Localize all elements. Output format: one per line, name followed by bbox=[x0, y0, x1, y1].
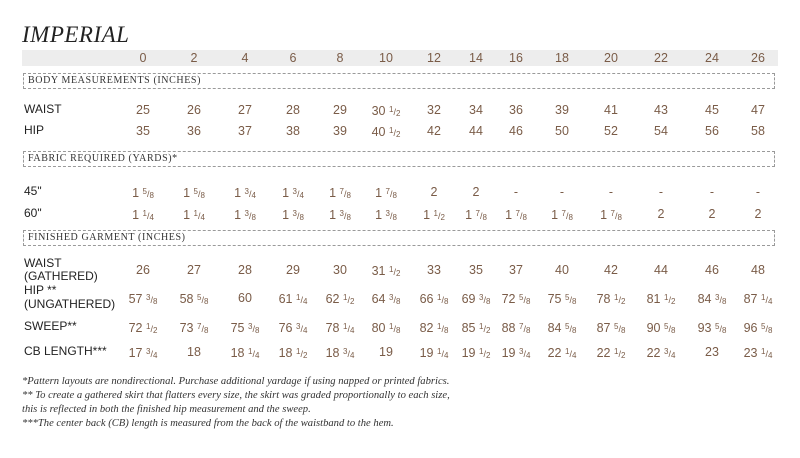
table-cell: 57 $^3/_8$ bbox=[128, 292, 158, 306]
table-cell: 29 bbox=[333, 103, 347, 117]
table-cell: 1 $^3/_8$ bbox=[282, 208, 304, 222]
table-cell: 64 $^3/_8$ bbox=[371, 292, 401, 306]
row-label: HIP bbox=[24, 123, 45, 137]
table-cell: 62 $^1/_2$ bbox=[325, 292, 355, 306]
table-cell: 52 bbox=[604, 124, 618, 138]
table-cell: 27 bbox=[238, 103, 252, 117]
table-cell: 18 $^3/_4$ bbox=[325, 346, 355, 360]
table-cell: 47 bbox=[751, 103, 765, 117]
table-cell: 40 bbox=[555, 263, 569, 277]
table-cell: 84 $^5/_8$ bbox=[547, 321, 577, 335]
table-cell: 69 $^3/_8$ bbox=[461, 292, 491, 306]
table-cell: 58 bbox=[751, 124, 765, 138]
table-cell: - bbox=[608, 185, 614, 199]
table-cell: 1 $^7/_8$ bbox=[600, 208, 622, 222]
table-cell: 25 bbox=[136, 103, 150, 117]
table-cell: 30 $^1/_2$ bbox=[371, 104, 401, 118]
table-cell: 66 $^1/_8$ bbox=[419, 292, 449, 306]
footnote-2: ** To create a gathered skirt that flatters every size, the skirt was graded proportionally to each size, bbox=[22, 390, 450, 401]
table-cell: 1 $^3/_8$ bbox=[329, 208, 351, 222]
table-cell: 84 $^3/_8$ bbox=[697, 292, 727, 306]
table-cell: 81 $^1/_2$ bbox=[646, 292, 676, 306]
table-cell: 82 $^1/_8$ bbox=[419, 321, 449, 335]
table-cell: 2 bbox=[708, 207, 716, 221]
table-cell: 39 bbox=[333, 124, 347, 138]
size-header: 20 bbox=[604, 51, 618, 65]
table-cell: 43 bbox=[654, 103, 668, 117]
footnote-1: *Pattern layouts are nondirectional. Purchase additional yardage if using napped or printed fabrics. bbox=[22, 376, 450, 387]
table-cell: 75 $^3/_8$ bbox=[230, 321, 260, 335]
table-cell: 85 $^1/_2$ bbox=[461, 321, 491, 335]
table-cell: 34 bbox=[469, 103, 483, 117]
table-cell: 19 $^1/_2$ bbox=[461, 346, 491, 360]
row-label: (GATHERED) bbox=[24, 269, 98, 283]
row-label: (UNGATHERED) bbox=[24, 297, 116, 311]
table-cell: 40 $^1/_2$ bbox=[371, 125, 401, 139]
table-cell: 80 $^1/_8$ bbox=[371, 321, 401, 335]
table-cell: 22 $^1/_4$ bbox=[547, 346, 577, 360]
row-label: CB LENGTH*** bbox=[24, 344, 107, 358]
table-cell: 23 $^1/_4$ bbox=[743, 346, 773, 360]
table-cell: 58 $^5/_8$ bbox=[179, 292, 209, 306]
table-cell: 93 $^5/_8$ bbox=[697, 321, 727, 335]
table-cell: 2 bbox=[430, 185, 438, 199]
table-cell: 50 bbox=[555, 124, 569, 138]
table-cell: 26 bbox=[136, 263, 150, 277]
table-cell: 35 bbox=[136, 124, 150, 138]
table-cell: 37 bbox=[509, 263, 523, 277]
table-cell: - bbox=[658, 185, 664, 199]
table-cell: 18 bbox=[187, 345, 201, 359]
table-cell: 19 $^1/_4$ bbox=[419, 346, 449, 360]
table-cell: 1 $^1/_2$ bbox=[423, 208, 445, 222]
row-label: 45" bbox=[24, 184, 42, 198]
table-cell: 23 bbox=[705, 345, 719, 359]
table-cell: 2 bbox=[657, 207, 665, 221]
table-cell: 39 bbox=[555, 103, 569, 117]
size-header: 18 bbox=[555, 51, 569, 65]
size-header: 4 bbox=[241, 51, 249, 65]
table-cell: 60 bbox=[238, 291, 252, 305]
table-cell: 33 bbox=[427, 263, 441, 277]
table-cell: 18 $^1/_2$ bbox=[278, 346, 308, 360]
row-label: WAIST bbox=[24, 256, 62, 270]
table-cell: 1 $^1/_4$ bbox=[183, 208, 205, 222]
table-cell: 48 bbox=[751, 263, 765, 277]
section-body-measurements: BODY MEASUREMENTS (INCHES) bbox=[23, 73, 775, 89]
table-cell: 38 bbox=[286, 124, 300, 138]
table-cell: 26 bbox=[187, 103, 201, 117]
table-cell: 28 bbox=[238, 263, 252, 277]
table-cell: 45 bbox=[705, 103, 719, 117]
table-cell: 1 $^3/_4$ bbox=[282, 186, 304, 200]
table-cell: 44 bbox=[654, 263, 668, 277]
table-cell: 1 $^3/_8$ bbox=[234, 208, 256, 222]
table-cell: 32 bbox=[427, 103, 441, 117]
table-cell: 1 $^7/_8$ bbox=[375, 186, 397, 200]
table-cell: 28 bbox=[286, 103, 300, 117]
table-cell: - bbox=[755, 185, 761, 199]
table-cell: - bbox=[513, 185, 519, 199]
table-cell: 37 bbox=[238, 124, 252, 138]
table-cell: 19 bbox=[379, 345, 393, 359]
table-cell: 87 $^1/_4$ bbox=[743, 292, 773, 306]
table-cell: 72 $^1/_2$ bbox=[128, 321, 158, 335]
table-cell: 19 $^3/_4$ bbox=[501, 346, 531, 360]
table-cell: 42 bbox=[427, 124, 441, 138]
table-cell: 36 bbox=[187, 124, 201, 138]
size-header: 24 bbox=[705, 51, 719, 65]
table-cell: 1 $^7/_8$ bbox=[551, 208, 573, 222]
table-cell: 42 bbox=[604, 263, 618, 277]
table-cell: 76 $^3/_4$ bbox=[278, 321, 308, 335]
size-header: 10 bbox=[379, 51, 393, 65]
footnote-4: ***The center back (CB) length is measured from the back of the waistband to the hem. bbox=[22, 418, 394, 429]
table-cell: 87 $^5/_8$ bbox=[596, 321, 626, 335]
size-header: 12 bbox=[427, 51, 441, 65]
section-finished-garment: FINISHED GARMENT (INCHES) bbox=[23, 230, 775, 246]
table-cell: 78 $^1/_4$ bbox=[325, 321, 355, 335]
footnote-3: this is reflected in both the finished hip measurement and the sweep. bbox=[22, 404, 311, 415]
table-cell: 78 $^1/_2$ bbox=[596, 292, 626, 306]
chart-title: IMPERIAL bbox=[22, 22, 130, 47]
table-cell: 41 bbox=[604, 103, 618, 117]
size-header: 14 bbox=[469, 51, 483, 65]
table-cell: 1 $^7/_8$ bbox=[329, 186, 351, 200]
table-cell: 36 bbox=[509, 103, 523, 117]
table-cell: 29 bbox=[286, 263, 300, 277]
table-cell: 1 $^1/_4$ bbox=[132, 208, 154, 222]
size-header: 2 bbox=[190, 51, 198, 65]
table-cell: 96 $^5/_8$ bbox=[743, 321, 773, 335]
table-cell: 35 bbox=[469, 263, 483, 277]
table-cell: 72 $^5/_8$ bbox=[501, 292, 531, 306]
row-label: SWEEP** bbox=[24, 319, 77, 333]
table-cell: 54 bbox=[654, 124, 668, 138]
size-header: 8 bbox=[336, 51, 344, 65]
row-label: WAIST bbox=[24, 102, 62, 116]
table-cell: - bbox=[709, 185, 715, 199]
table-cell: 90 $^5/_8$ bbox=[646, 321, 676, 335]
table-cell: 31 $^1/_2$ bbox=[371, 264, 401, 278]
table-cell: 46 bbox=[509, 124, 523, 138]
table-cell: 27 bbox=[187, 263, 201, 277]
table-cell: 73 $^7/_8$ bbox=[179, 321, 209, 335]
table-cell: 1 $^3/_4$ bbox=[234, 186, 256, 200]
table-cell: 2 bbox=[472, 185, 480, 199]
table-cell: 44 bbox=[469, 124, 483, 138]
table-cell: 1 $^3/_8$ bbox=[375, 208, 397, 222]
table-cell: 56 bbox=[705, 124, 719, 138]
size-header: 26 bbox=[751, 51, 765, 65]
table-cell: 22 $^1/_2$ bbox=[596, 346, 626, 360]
table-cell: 30 bbox=[333, 263, 347, 277]
table-cell: 88 $^7/_8$ bbox=[501, 321, 531, 335]
table-cell: 46 bbox=[705, 263, 719, 277]
table-cell: 22 $^3/_4$ bbox=[646, 346, 676, 360]
table-cell: 17 $^3/_4$ bbox=[128, 346, 158, 360]
table-cell: - bbox=[559, 185, 565, 199]
table-cell: 1 $^5/_8$ bbox=[132, 186, 154, 200]
size-header: 6 bbox=[289, 51, 297, 65]
table-cell: 1 $^7/_8$ bbox=[465, 208, 487, 222]
table-cell: 2 bbox=[754, 207, 762, 221]
size-header: 16 bbox=[509, 51, 523, 65]
table-cell: 1 $^5/_8$ bbox=[183, 186, 205, 200]
size-header: 22 bbox=[654, 51, 668, 65]
section-fabric-required: FABRIC REQUIRED (YARDS)* bbox=[23, 151, 775, 167]
row-label: 60" bbox=[24, 206, 42, 220]
table-cell: 61 $^1/_4$ bbox=[278, 292, 308, 306]
row-label: HIP ** bbox=[24, 283, 57, 297]
table-cell: 75 $^5/_8$ bbox=[547, 292, 577, 306]
table-cell: 18 $^1/_4$ bbox=[230, 346, 260, 360]
size-header: 0 bbox=[139, 51, 147, 65]
table-cell: 1 $^7/_8$ bbox=[505, 208, 527, 222]
